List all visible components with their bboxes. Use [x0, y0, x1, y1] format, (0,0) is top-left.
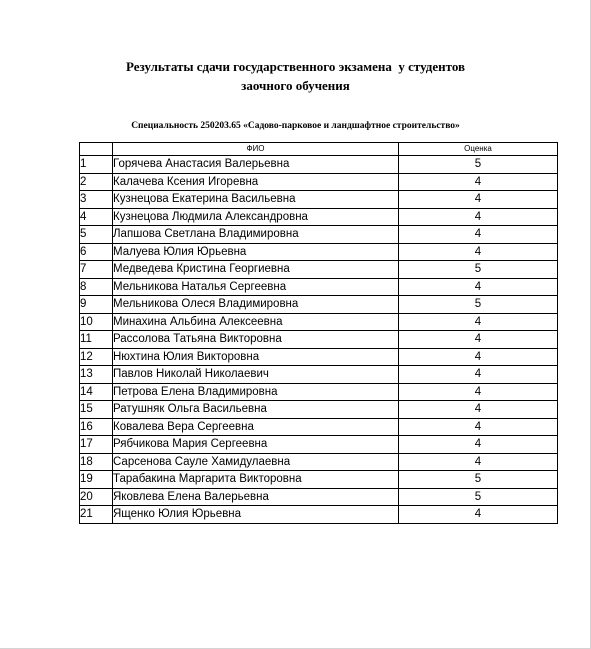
- student-name-cell: Ященко Юлия Юрьевна: [113, 506, 399, 524]
- specialty-heading: Специальность 250203.65 «Садово-парковое и ландшафтное строительство»: [131, 121, 460, 131]
- table-row: [80, 156, 558, 174]
- grade-cell: 5: [399, 471, 558, 489]
- exam-results-table: [79, 142, 558, 524]
- table-row: [80, 331, 558, 349]
- table-row: [80, 191, 558, 209]
- table-row: [80, 173, 558, 191]
- table-row: [80, 418, 558, 436]
- row-number-cell: 2: [80, 173, 113, 191]
- column-header-name: ФИО: [113, 143, 399, 156]
- row-number-cell: 1: [80, 156, 113, 174]
- grade-cell: 5: [399, 488, 558, 506]
- student-name-cell: Кузнецова Екатерина Васильевна: [113, 191, 399, 209]
- table-row: [80, 278, 558, 296]
- student-name-cell: Мельникова Олеся Владимировна: [113, 296, 399, 314]
- grade-cell: 4: [399, 506, 558, 524]
- row-number-cell: 4: [80, 208, 113, 226]
- row-number-cell: 13: [80, 366, 113, 384]
- row-number-cell: 15: [80, 401, 113, 419]
- document-title: [0, 57, 591, 95]
- table-row: [80, 401, 558, 419]
- table-row: [80, 261, 558, 279]
- grade-cell: 4: [399, 401, 558, 419]
- table-row: [80, 348, 558, 366]
- row-number-cell: 12: [80, 348, 113, 366]
- row-number-cell: 9: [80, 296, 113, 314]
- row-number-cell: 3: [80, 191, 113, 209]
- table-row: [80, 488, 558, 506]
- grade-cell: 4: [399, 331, 558, 349]
- grade-cell: 4: [399, 313, 558, 331]
- row-number-cell: 6: [80, 243, 113, 261]
- row-number-cell: 19: [80, 471, 113, 489]
- grade-cell: 5: [399, 156, 558, 174]
- student-name-cell: Малуева Юлия Юрьевна: [113, 243, 399, 261]
- column-header-number: [80, 143, 113, 156]
- table-row: [80, 243, 558, 261]
- grade-cell: 4: [399, 453, 558, 471]
- grade-cell: 4: [399, 348, 558, 366]
- row-number-cell: 17: [80, 436, 113, 454]
- grade-cell: 4: [399, 278, 558, 296]
- row-number-cell: 7: [80, 261, 113, 279]
- student-name-cell: Тарабакина Маргарита Викторовна: [113, 471, 399, 489]
- table-row: [80, 506, 558, 524]
- row-number-cell: 18: [80, 453, 113, 471]
- grade-cell: 4: [399, 243, 558, 261]
- student-name-cell: Минахина Альбина Алексеевна: [113, 313, 399, 331]
- row-number-cell: 11: [80, 331, 113, 349]
- student-name-cell: Яковлева Елена Валерьевна: [113, 488, 399, 506]
- table-row: [80, 313, 558, 331]
- table-row: [80, 226, 558, 244]
- student-name-cell: Ратушняк Ольга Васильевна: [113, 401, 399, 419]
- grade-cell: 4: [399, 436, 558, 454]
- student-name-cell: Ковалева Вера Сергеевна: [113, 418, 399, 436]
- student-name-cell: Петрова Елена Владимировна: [113, 383, 399, 401]
- table-row: [80, 436, 558, 454]
- student-name-cell: Рябчикова Мария Сергеевна: [113, 436, 399, 454]
- grade-cell: 5: [399, 261, 558, 279]
- grade-cell: 4: [399, 191, 558, 209]
- table-row: [80, 208, 558, 226]
- row-number-cell: 16: [80, 418, 113, 436]
- table-row: [80, 453, 558, 471]
- document-title-line-1: Результаты сдачи государственного экзамена у студентов: [125, 59, 466, 74]
- row-number-cell: 8: [80, 278, 113, 296]
- row-number-cell: 14: [80, 383, 113, 401]
- student-name-cell: Павлов Николай Николаевич: [113, 366, 399, 384]
- student-name-cell: Кузнецова Людмила Александровна: [113, 208, 399, 226]
- student-name-cell: Нюхтина Юлия Викторовна: [113, 348, 399, 366]
- table-row: [80, 471, 558, 489]
- grade-cell: 4: [399, 383, 558, 401]
- grade-cell: 4: [399, 208, 558, 226]
- table-row: [80, 296, 558, 314]
- row-number-cell: 20: [80, 488, 113, 506]
- student-name-cell: Горячева Анастасия Валерьевна: [113, 156, 399, 174]
- student-name-cell: Сарсенова Сауле Хамидулаевна: [113, 453, 399, 471]
- grade-cell: 4: [399, 366, 558, 384]
- grade-cell: 4: [399, 173, 558, 191]
- table-header-row: [80, 143, 558, 156]
- column-header-grade: Оценка: [399, 143, 558, 156]
- row-number-cell: 10: [80, 313, 113, 331]
- student-name-cell: Рассолова Татьяна Викторовна: [113, 331, 399, 349]
- table-row: [80, 383, 558, 401]
- document-title-line-2: заочного обучения: [241, 78, 350, 93]
- table-row: [80, 366, 558, 384]
- grade-cell: 4: [399, 418, 558, 436]
- student-name-cell: Медведева Кристина Георгиевна: [113, 261, 399, 279]
- student-name-cell: Лапшова Светлана Владимировна: [113, 226, 399, 244]
- row-number-cell: 21: [80, 506, 113, 524]
- row-number-cell: 5: [80, 226, 113, 244]
- grade-cell: 5: [399, 296, 558, 314]
- student-name-cell: Мельникова Наталья Сергеевна: [113, 278, 399, 296]
- table-body: [80, 156, 558, 524]
- grade-cell: 4: [399, 226, 558, 244]
- student-name-cell: Калачева Ксения Игоревна: [113, 173, 399, 191]
